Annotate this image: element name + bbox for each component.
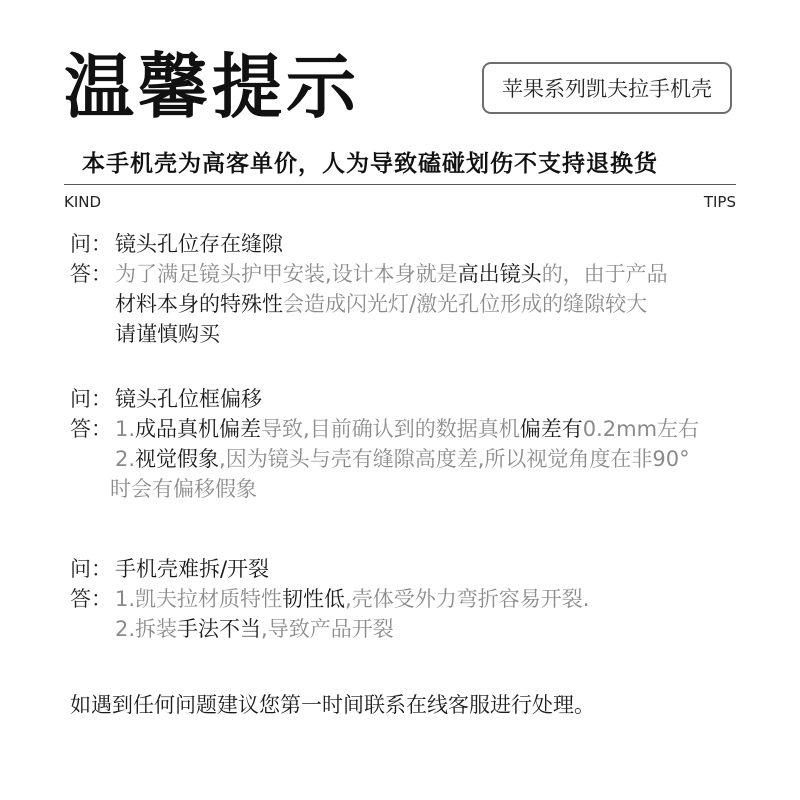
tips-label: TIPS [703, 193, 736, 211]
qa-item-hard-to-remove [70, 554, 775, 644]
product-badge: 苹果系列凯夫拉手机壳 [482, 62, 732, 114]
question-row [70, 554, 775, 584]
divider [64, 184, 736, 185]
answer-line: 材料本身的特殊性会造成闪光灯/激光孔位形成的缝隙较大 [115, 292, 648, 316]
qa-item-lens-offset [70, 384, 775, 504]
question-tag: 问： [70, 232, 112, 256]
question-text: 镜头孔位框偏移 [115, 387, 262, 411]
answer-tag: 答： [70, 587, 112, 611]
question-tag: 问： [70, 387, 112, 411]
question-row [70, 229, 775, 259]
answer-line: 请谨慎购买 [115, 322, 220, 346]
answer-tag: 答： [70, 262, 112, 286]
question-text: 镜头孔位存在缝隙 [115, 232, 283, 256]
question-row [70, 384, 775, 414]
answer-line: 时会有偏移假象 [110, 477, 257, 501]
answer-row [70, 414, 775, 444]
answer-row [70, 259, 775, 289]
answer-line: 2.视觉假象,因为镜头与壳有缝隙高度差,所以视觉角度在非90° [115, 447, 690, 471]
answer-line: 为了满足镜头护甲安装,设计本身就是高出镜头的，由于产品 [115, 262, 668, 286]
question-text: 手机壳难拆/开裂 [115, 557, 270, 581]
question-tag: 问： [70, 557, 112, 581]
answer-tag: 答： [70, 417, 112, 441]
answer-line: 1.成品真机偏差导致,目前确认到的数据真机偏差有0.2mm左右 [115, 417, 700, 441]
no-return-notice: 本手机壳为高客单价，人为导致磕碰划伤不支持退换货 [82, 151, 658, 177]
kind-label: KIND [64, 193, 102, 211]
qa-item-lens-gap [70, 229, 775, 349]
page-title: 温馨提示 [64, 46, 360, 128]
answer-line: 1.凯夫拉材质特性韧性低,壳体受外力弯折容易开裂. [115, 587, 590, 611]
answer-row [70, 584, 775, 614]
footer-contact-note: 如遇到任何问题建议您第一时间联系在线客服进行处理。 [70, 693, 595, 717]
answer-line: 2.拆装手法不当,导致产品开裂 [115, 617, 394, 641]
